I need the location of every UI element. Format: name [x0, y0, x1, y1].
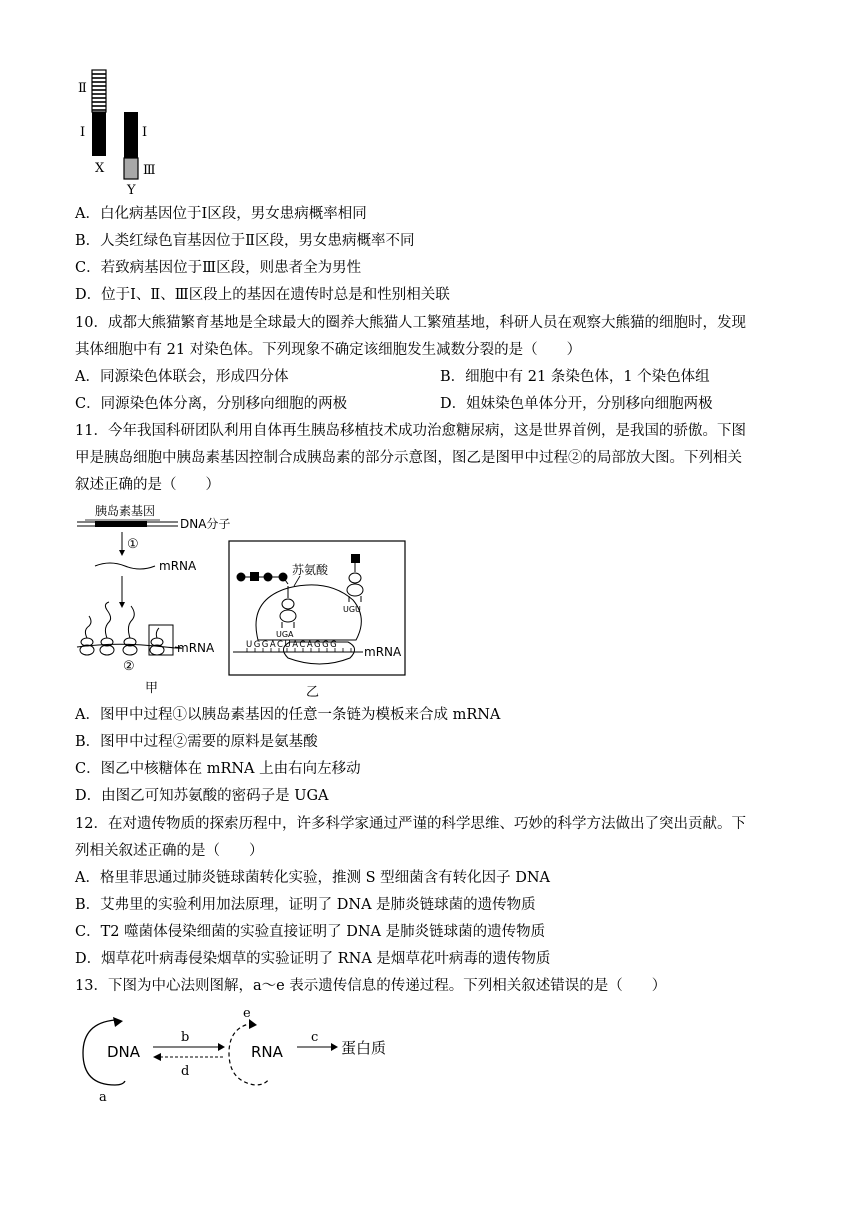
mrna-sequence: UGGACUACAGGG	[246, 640, 339, 650]
q12-stem-line1: 12．在对遗传物质的探索历程中，许多科学家通过严谨的科学思维、巧妙的科学方法做出了突出贡献。下	[75, 816, 746, 832]
label-c: c	[311, 1030, 319, 1045]
q10-stem-line1: 10．成都大熊猫繁育基地是全球最大的圈养大熊猫人工繁殖基地，科研人员在观察大熊猫的细胞时，发现	[75, 315, 746, 331]
q11-option-a: A．图甲中过程①以胰岛素基因的任意一条链为模板来合成 mRNA	[75, 707, 501, 723]
label-ii: Ⅱ	[78, 81, 87, 96]
q11-option-b: B．图甲中过程②需要的原料是氨基酸	[75, 734, 318, 750]
aa-label: 苏氨酸	[292, 563, 329, 577]
q12-option-b: B．艾弗里的实验利用加法原理，证明了 DNA 是肺炎链球菌的遗传物质	[75, 897, 536, 913]
q11-stem-line2: 甲是胰岛细胞中胰岛素基因控制合成胰岛素的部分示意图，图乙是图甲中过程②的局部放大图。下列相关	[75, 450, 742, 466]
q10-stem-line2: 其体细胞中有 21 对染色体。下列现象不确定该细胞发生减数分裂的是（ ）	[75, 342, 582, 358]
q11-stem-line1: 11．今年我国科研团队利用自体再生胰岛移植技术成功治愈糖尿病，这是世界首例，是我国的骄傲。下图	[75, 423, 746, 439]
xy-chromosome-figure	[75, 68, 170, 198]
q11-option-c: C．图乙中核糖体在 mRNA 上由右向左移动	[75, 761, 361, 777]
gene-label: 胰岛素基因	[95, 504, 156, 518]
anticodon-1: UGA	[276, 630, 294, 639]
label-iii: Ⅲ	[143, 163, 156, 178]
q10-option-b: B．细胞中有 21 条染色体，1 个染色体组	[440, 369, 710, 385]
figure-yi	[228, 540, 408, 702]
label-i-x: Ⅰ	[80, 125, 86, 140]
x-region-i	[92, 112, 106, 156]
step-1-label: ①	[127, 537, 139, 552]
q13-stem: 13．下图为中心法则图解，a～e 表示遗传信息的传递过程。下列相关叙述错误的是（ ）	[75, 978, 667, 994]
rna-label: RNA	[251, 1043, 283, 1061]
mrna-label: mRNA	[364, 645, 402, 659]
label-b: b	[181, 1030, 190, 1045]
caption-yi: 乙	[306, 685, 320, 700]
label-i-y: Ⅰ	[142, 125, 148, 140]
step-2-label: ②	[123, 659, 135, 674]
q12-option-a: A．格里菲思通过肺炎链球菌转化实验，推测 S 型细菌含有转化因子 DNA	[75, 870, 551, 886]
mrna-label-upper: mRNA	[159, 559, 197, 573]
label-y: Y	[127, 183, 136, 198]
q10-option-d: D．姐妹染色单体分开，分别移向细胞两极	[440, 396, 713, 412]
figure-jia	[75, 502, 235, 698]
q9-option-b: B．人类红绿色盲基因位于Ⅱ区段，男女患病概率不同	[75, 233, 415, 249]
q9-option-a: A．白化病基因位于Ⅰ区段，男女患病概率相同	[75, 206, 367, 222]
mrna-label-lower: mRNA	[177, 641, 215, 655]
q9-option-d: D．位于Ⅰ、Ⅱ、Ⅲ区段上的基因在遗传时总是和性别相关联	[75, 287, 450, 303]
label-x: X	[95, 161, 105, 176]
caption-jia: 甲	[145, 681, 159, 696]
dna-label: DNA	[107, 1043, 141, 1061]
q12-option-c: C．T2 噬菌体侵染细菌的实验直接证明了 DNA 是肺炎链球菌的遗传物质	[75, 924, 546, 940]
y-region-iii	[124, 158, 138, 179]
q10-option-a: A．同源染色体联会，形成四分体	[75, 369, 289, 385]
label-e: e	[243, 1006, 251, 1021]
q12-stem-line2: 列相关叙述正确的是（ ）	[75, 843, 264, 859]
protein-label: 蛋白质	[341, 1039, 387, 1057]
anticodon-2: UGU	[343, 605, 361, 614]
q11-stem-line3: 叙述正确的是（ ）	[75, 477, 220, 493]
q9-option-c: C．若致病基因位于Ⅲ区段，则患者全为男性	[75, 260, 362, 276]
y-region-i	[124, 112, 138, 158]
q10-option-c: C．同源染色体分离，分别移向细胞的两极	[75, 396, 348, 412]
label-d: d	[181, 1064, 190, 1079]
q11-option-d: D．由图乙可知苏氨酸的密码子是 UGA	[75, 788, 329, 804]
label-a: a	[99, 1090, 107, 1105]
q12-option-d: D．烟草花叶病毒侵染烟草的实验证明了 RNA 是烟草花叶病毒的遗传物质	[75, 951, 551, 967]
gene-segment	[95, 521, 147, 527]
dna-label: DNA分子	[180, 517, 231, 531]
central-dogma-figure	[75, 1005, 405, 1105]
